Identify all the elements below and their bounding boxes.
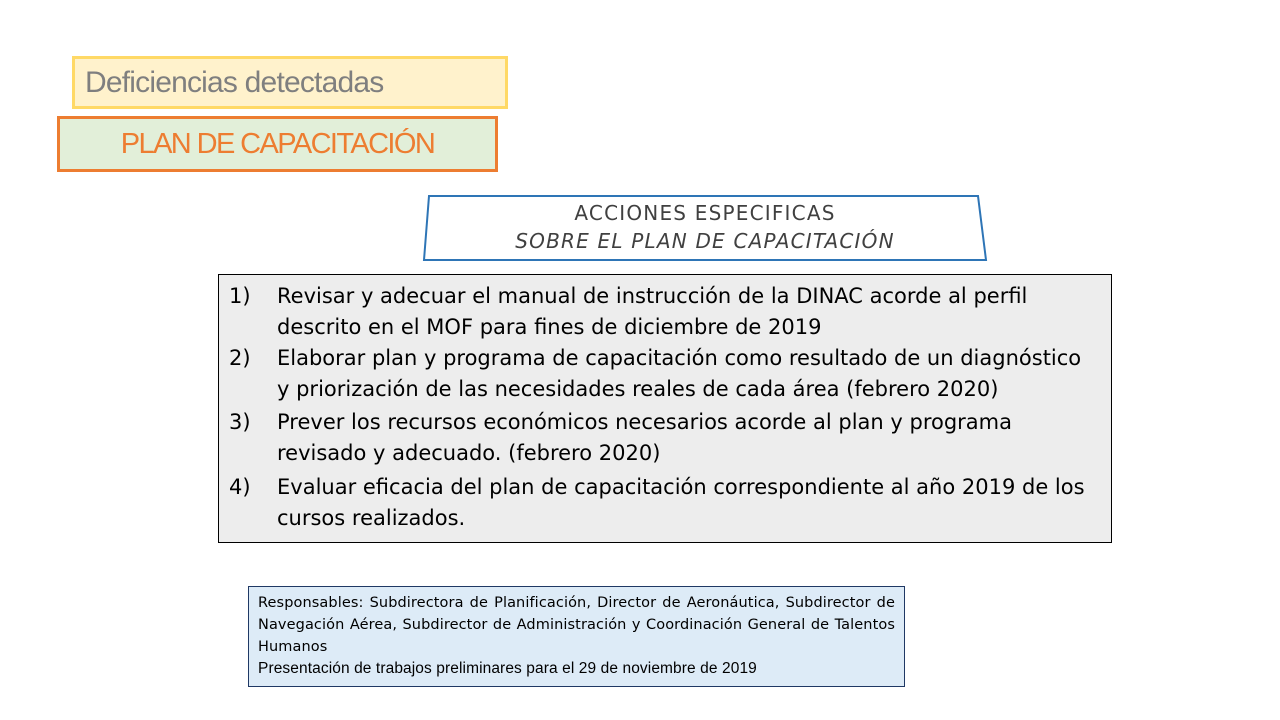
responsables-box [248, 586, 905, 687]
list-item-number: 2) [229, 346, 251, 370]
list-item-line: y priorización de las necesidades reales de cada área (febrero 2020) [277, 377, 999, 401]
list-item-number: 1) [229, 284, 251, 308]
presentacion-text: Presentación de trabajos preliminares para el 29 de noviembre de 2019 [258, 660, 757, 677]
list-item-line: Revisar y adecuar el manual de instrucción de la DINAC acorde al perfil [277, 284, 1028, 308]
list-item-number: 4) [229, 475, 251, 499]
list-item-line: revisado y adecuado. (febrero 2020) [277, 441, 661, 465]
list-item-line: descrito en el MOF para fines de diciembre de 2019 [277, 315, 822, 339]
list-item-line: Evaluar eficacia del plan de capacitación correspondiente al año 2019 de los [277, 475, 1085, 499]
acciones-header [422, 194, 988, 262]
list-item-line: cursos realizados. [277, 506, 466, 530]
acciones-line1: ACCIONES ESPECIFICAS [574, 201, 836, 225]
list-item-number: 3) [229, 410, 251, 434]
list-item-text [277, 343, 1103, 405]
plan-title: PLAN DE CAPACITACIÓN [120, 127, 435, 160]
list-item-text [277, 281, 1103, 343]
list-item-line: Elaborar plan y programa de capacitación como resultado de un diagnóstico [277, 346, 1082, 370]
deficiencias-title: Deficiencias detectadas [85, 65, 384, 99]
acciones-line2: SOBRE EL PLAN DE CAPACITACIÓN [515, 229, 895, 253]
list-item-text [277, 472, 1103, 534]
deficiencias-title-box [72, 56, 508, 109]
actions-list [218, 274, 1112, 543]
list-item-line: Prever los recursos económicos necesarios acorde al plan y programa [277, 410, 1012, 434]
list-item-text [277, 407, 1103, 469]
responsables-text: Responsables: Subdirectora de Planificación, Director de Aeronáutica, Subdirector de Navegación Aérea, Subdirector de Administración y Coordinación General de Talentos Humanos [258, 595, 895, 655]
plan-title-box [57, 116, 498, 172]
